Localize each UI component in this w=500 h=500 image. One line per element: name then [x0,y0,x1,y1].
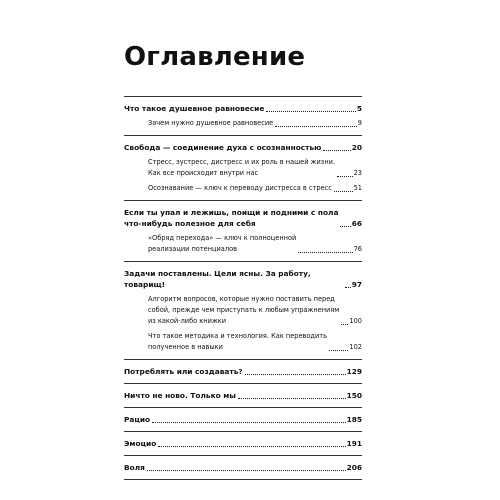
subsection-title-line: Стресс, эустресс, дистресс и их роль в нашей жизни. [148,158,336,166]
chapter-block [124,201,362,262]
subsection-entry [148,118,362,129]
dot-leader [152,422,345,423]
subsection-title [148,233,296,255]
chapter-title [124,438,156,449]
subsection-title-line: реализации потенциалов [148,245,237,253]
chapter-title [124,414,150,425]
subsection-page-number: 100 [349,317,362,325]
subsection-entry [148,294,362,327]
chapter-title-line: Воля [124,463,145,472]
subsection-title [148,118,273,129]
chapter-page-number: 150 [346,391,362,400]
subsection-entry [148,233,362,255]
chapter-title-line: Задачи поставлены. Цели ясны. За работу, товарищ! [124,269,311,289]
subsection-title-line: из какой-либо книжки [148,317,227,325]
subsection-page-number: 23 [353,169,362,177]
chapter-page-number: 191 [346,439,362,448]
chapter-page-number: 66 [351,219,362,228]
chapter-entry [124,414,362,425]
dot-leader [340,226,350,227]
chapter-block [124,360,362,384]
chapter-title-line: что-нибудь полезное для себя [124,219,256,228]
dot-leader [158,446,345,447]
chapter-page-number: 129 [346,367,362,376]
chapter-block [124,262,362,360]
chapter-block [124,456,362,480]
page-title: Оглавление [124,42,306,72]
subsection-title [148,183,332,194]
dot-leader [345,287,351,288]
subsection-title-line: полученное в навыки [148,343,223,351]
dot-leader [275,126,357,127]
dot-leader [323,150,350,151]
subsection-title-line: собой, прежде чем приступать к любым упражнениям [148,306,340,314]
subsection-page-number: 76 [353,245,362,253]
subsection-title [148,157,335,179]
subsection-title [148,294,339,327]
chapter-title-line: Если ты упал и лежишь, поищи и подними с пола [124,208,339,217]
chapter-page-number: 185 [346,415,362,424]
chapter-entry [124,103,362,114]
subsection-title-line: «Обряд перехода» — ключ к полноценной [148,234,297,242]
subsection-title-line: Как все происходит внутри нас [148,169,259,177]
chapter-entry [124,207,362,229]
chapter-title [124,207,338,229]
chapter-page-number: 97 [351,280,362,289]
subsection-title-line: Алгоритм вопросов, которые нужно поставить перед [148,295,335,303]
table-of-contents [124,96,362,480]
chapter-block [124,136,362,201]
dot-leader [334,191,353,192]
chapter-page-number: 5 [356,104,362,113]
chapter-title [124,142,321,153]
subsection-title [148,331,327,353]
subsection-page-number: 102 [349,343,362,351]
chapter-entry [124,462,362,473]
chapter-title [124,366,243,377]
chapter-entry [124,390,362,401]
subsection-entry [148,331,362,353]
dot-leader [245,374,346,375]
chapter-block [124,97,362,136]
subsection-entry [148,157,362,179]
chapter-entry [124,268,362,290]
chapter-entry [124,142,362,153]
chapter-entry [124,438,362,449]
chapter-title [124,390,236,401]
dot-leader [238,398,346,399]
subsection-entry [148,183,362,194]
subsection-page-number: 9 [357,119,362,127]
chapter-title [124,103,264,114]
chapter-title-line: Потреблять или создавать? [124,367,243,376]
chapter-page-number: 20 [351,143,362,152]
chapter-title-line: Рацио [124,415,151,424]
chapter-title-line: Свобода — соединение духа с осознанностью [124,143,322,152]
chapter-title [124,462,145,473]
dot-leader [298,252,352,253]
chapter-block [124,432,362,456]
chapter-title-line: Что такое душевное равновесие [124,104,265,113]
subsection-page-number: 51 [353,184,362,192]
dot-leader [266,111,355,112]
dot-leader [147,470,346,471]
dot-leader [337,176,353,177]
chapter-title-line: Эмоцио [124,439,157,448]
subsection-title-line: Зачем нужно душевное равновесие [148,119,274,127]
dot-leader [329,350,348,351]
subsection-title-line: Осознавание — ключ к переводу дистресса в стресс [148,184,332,192]
chapter-page-number: 206 [346,463,362,472]
subsection-title-line: Что такое методика и технология. Как переводить [148,332,327,340]
chapter-block [124,384,362,408]
dot-leader [341,324,348,325]
chapter-title [124,268,343,290]
chapter-entry [124,366,362,377]
chapter-block [124,408,362,432]
chapter-title-line: Ничто не ново. Только мы [124,391,236,400]
